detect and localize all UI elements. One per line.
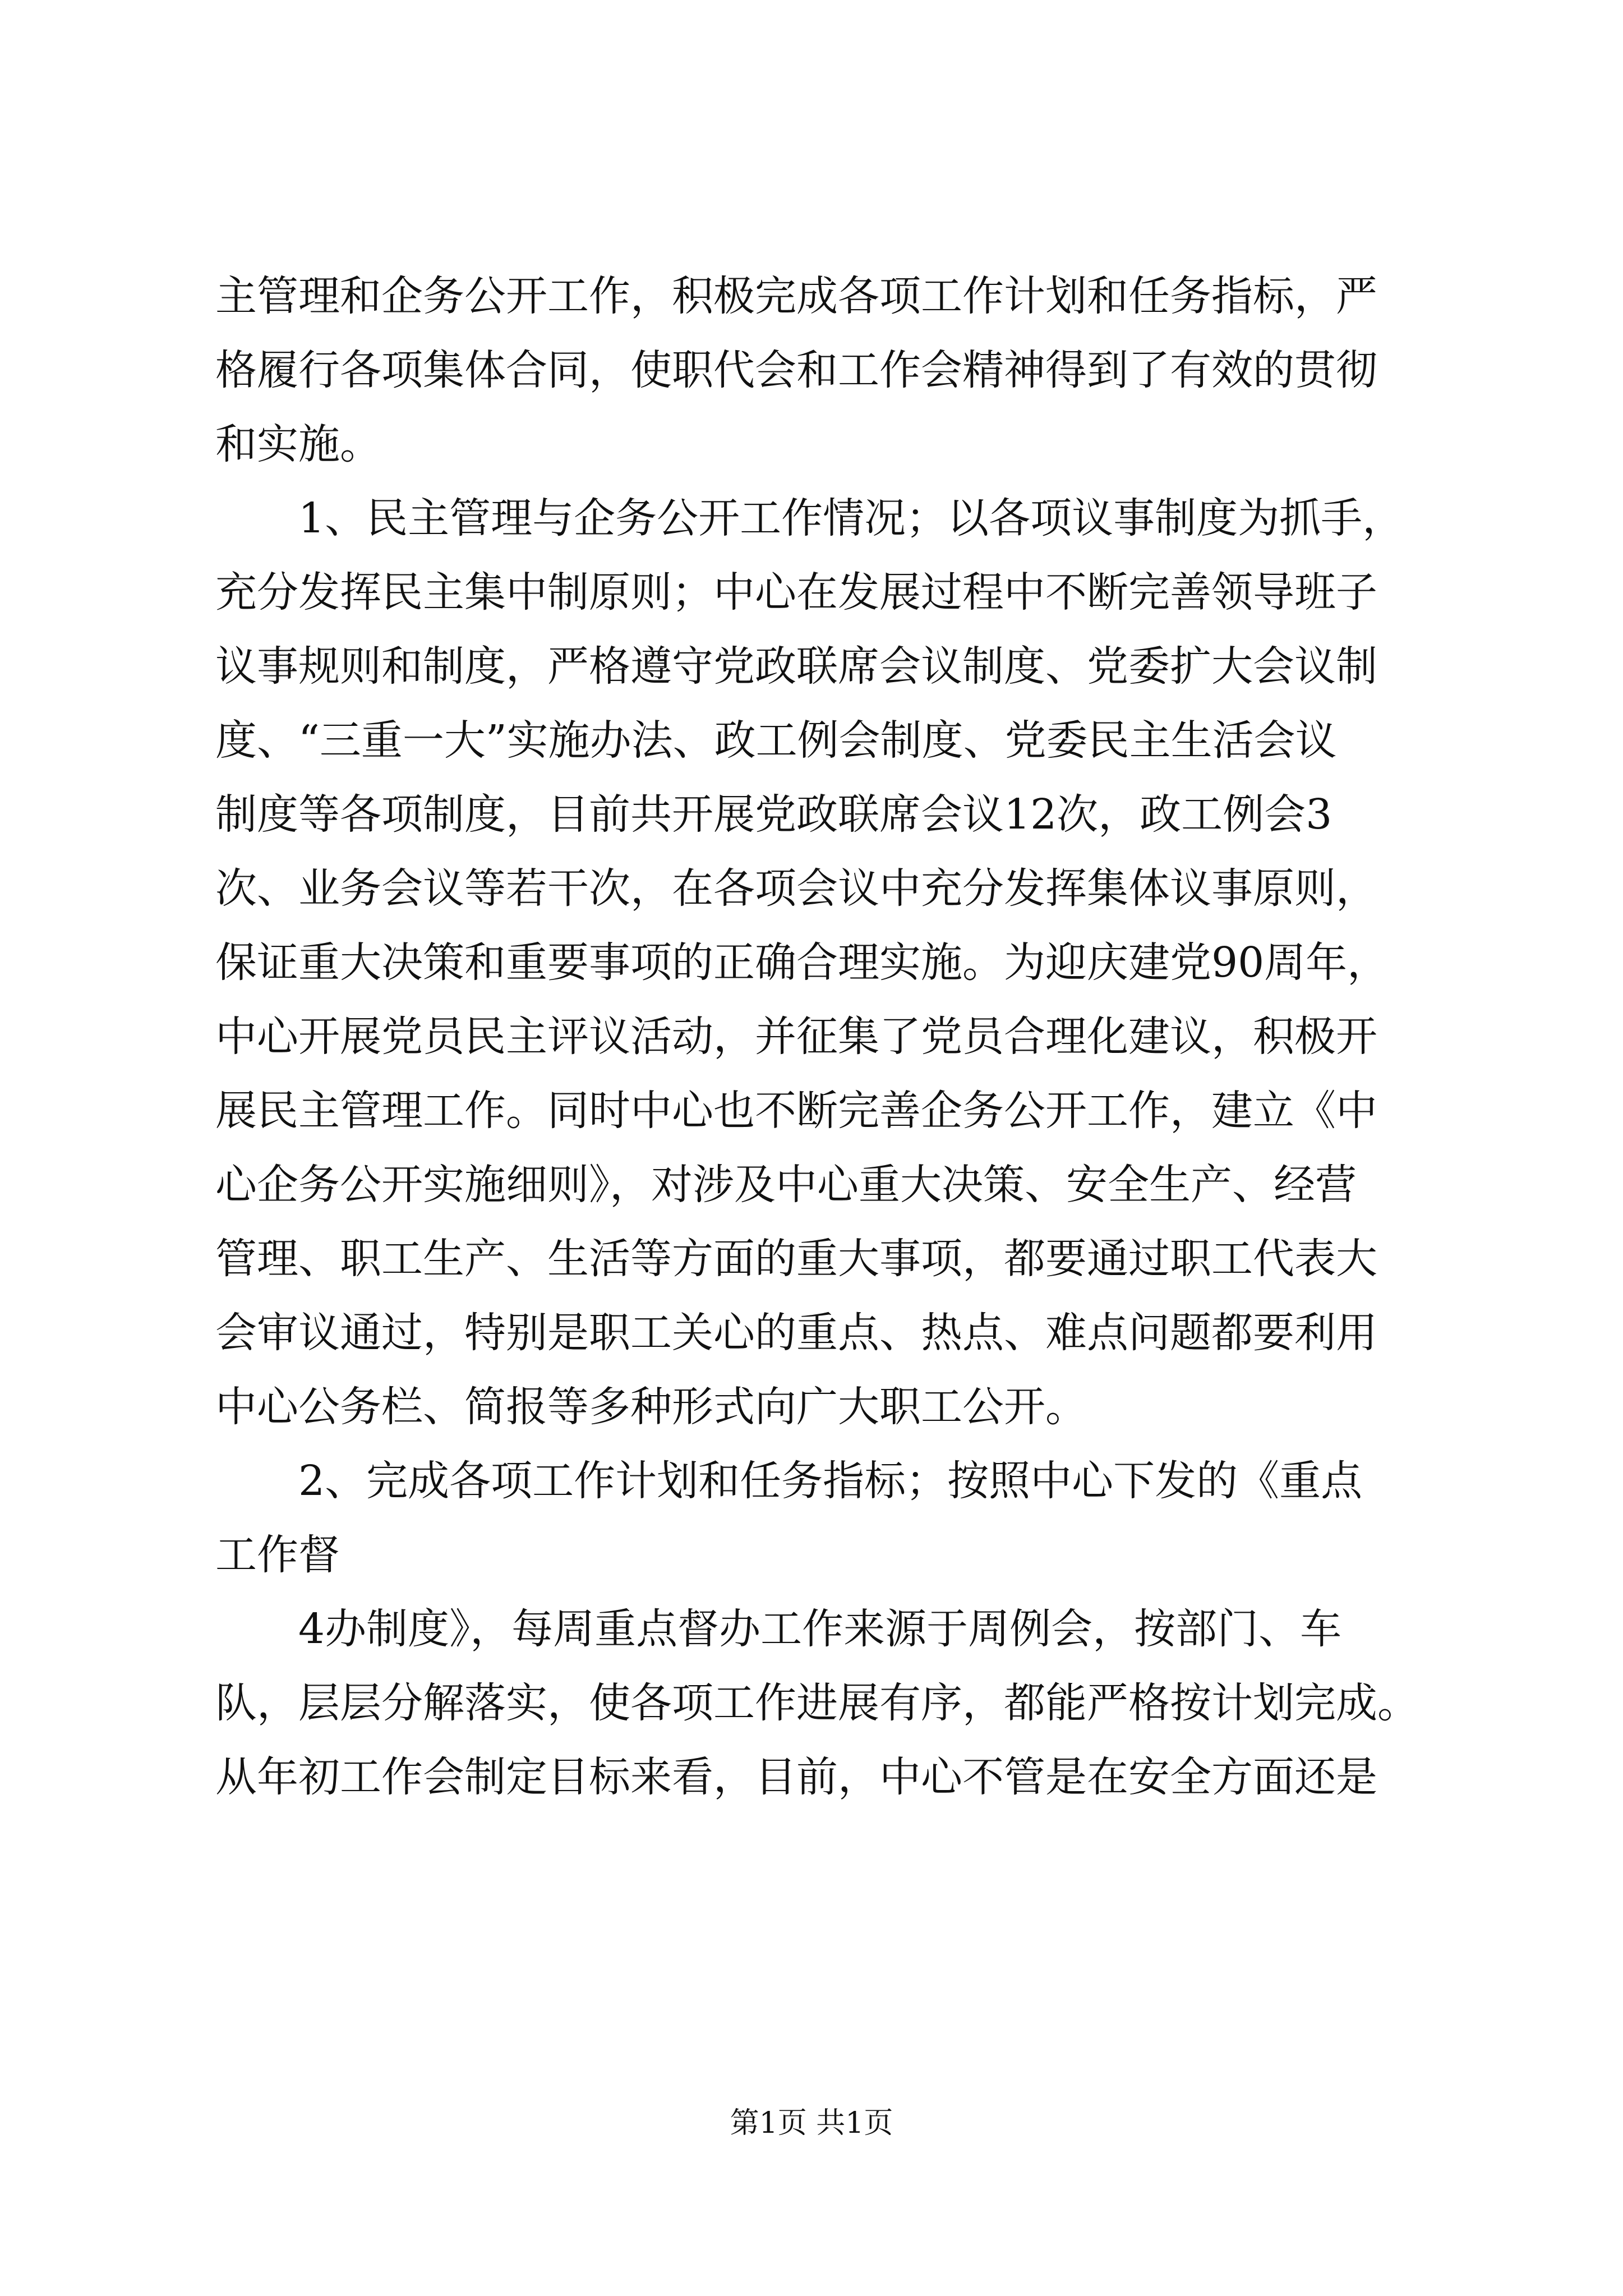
- text-line: 度、“三重一大”实施办法、政工例会制度、党委民主生活会议: [215, 716, 1337, 765]
- paragraph-first-line: 2、完成各项工作计划和任务指标；按照中心下发的《重点: [298, 1457, 1363, 1505]
- text-line: 次、业务会议等若干次，在各项会议中充分发挥集体议事原则，: [215, 864, 1377, 913]
- text-line: 从年初工作会制定目标来看，目前，中心不管是在安全方面还是: [215, 1753, 1377, 1801]
- text-line: 队，层层分解落实，使各项工作进展有序，都能严格按计划完成。: [215, 1679, 1419, 1727]
- text-line: 中心公务栏、简报等多种形式向广大职工公开。: [215, 1383, 1087, 1431]
- text-line: 格履行各项集体合同，使职代会和工作会精神得到了有效的贯彻: [215, 346, 1377, 394]
- paragraph-first-line: 4办制度》，每周重点督办工作来源于周例会，按部门、车: [298, 1605, 1342, 1653]
- text-line: 会审议通过，特别是职工关心的重点、热点、难点问题都要利用: [215, 1309, 1377, 1357]
- text-line: 议事规则和制度，严格遵守党政联席会议制度、党委扩大会议制: [215, 642, 1377, 691]
- text-line: 制度等各项制度，目前共开展党政联席会议12次，政工例会3: [215, 790, 1332, 839]
- text-line: 工作督: [215, 1531, 340, 1579]
- paragraph-first-line: 1、民主管理与企务公开工作情况；以各项议事制度为抓手，: [298, 494, 1404, 542]
- text-line: 和实施。: [215, 420, 381, 468]
- text-line: 主管理和企务公开工作，积极完成各项工作计划和任务指标，严: [215, 272, 1377, 320]
- text-line: 中心开展党员民主评议活动，并征集了党员合理化建议，积极开: [215, 1013, 1377, 1061]
- text-line: 展民主管理工作。同时中心也不断完善企务公开工作，建立《中: [215, 1087, 1377, 1135]
- page-footer: 第1页 共1页: [730, 2106, 893, 2140]
- text-line: 充分发挥民主集中制原则；中心在发展过程中不断完善领导班子: [215, 568, 1377, 616]
- text-line: 管理、职工生产、生活等方面的重大事项，都要通过职工代表大: [215, 1235, 1377, 1283]
- text-line: 保证重大决策和重要事项的正确合理实施。为迎庆建党90周年，: [215, 938, 1389, 987]
- text-line: 心企务公开实施细则》，对涉及中心重大决策、安全生产、经营: [215, 1161, 1357, 1209]
